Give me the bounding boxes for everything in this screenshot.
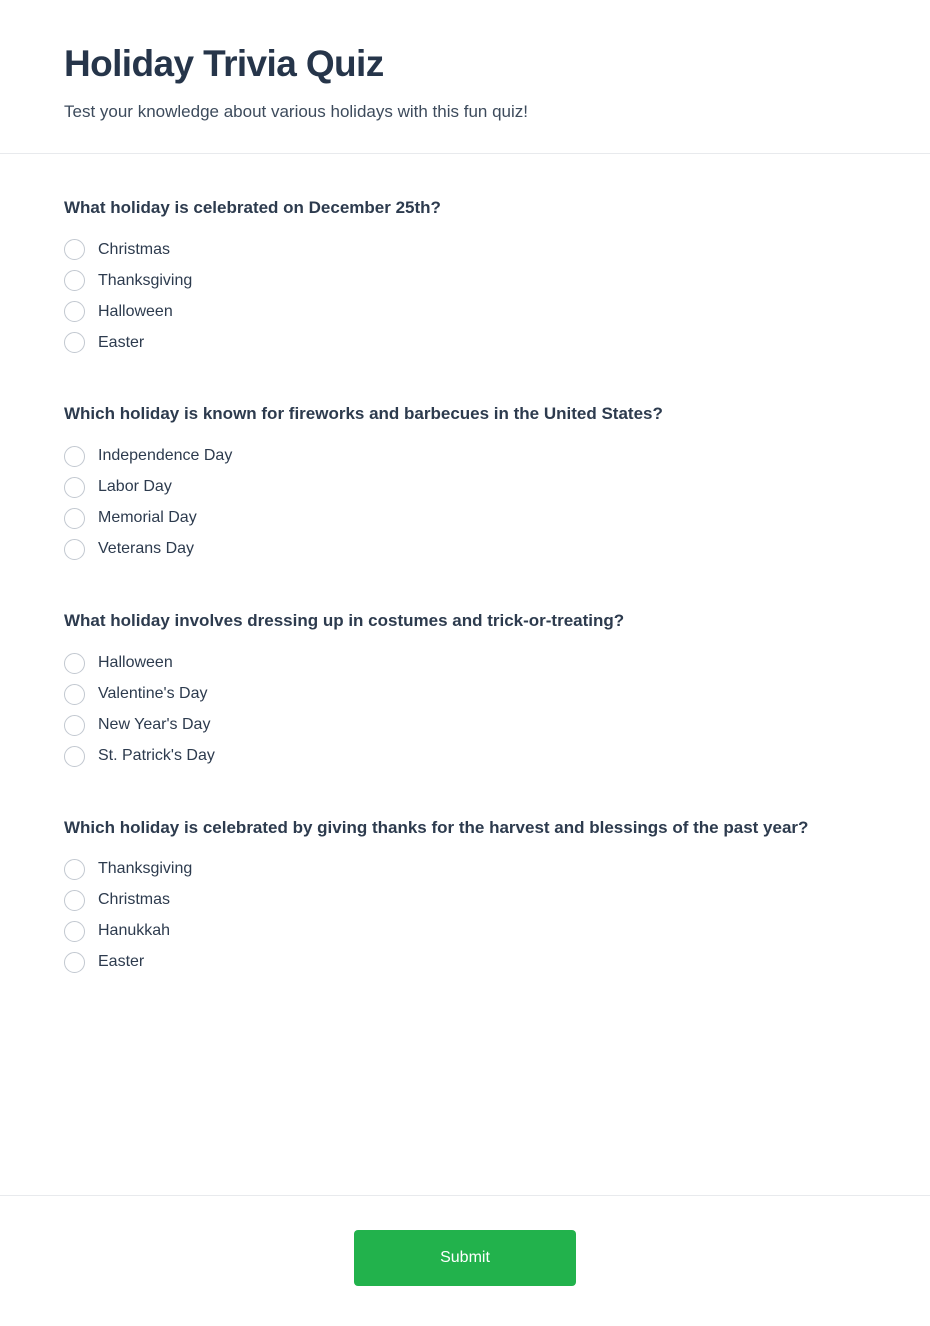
option-row[interactable] [64,885,866,916]
option-label: Easter [98,953,145,971]
option-row[interactable] [64,854,866,885]
question-text: What holiday involves dressing up in costumes and trick-or-treating? [64,611,625,631]
option-label: Labor Day [98,478,172,496]
radio-button-icon[interactable] [64,653,85,674]
options-list [64,854,866,978]
quiz-header [0,0,930,154]
option-label: Independence Day [98,447,233,465]
option-row[interactable] [64,503,866,534]
question-block-2 [64,402,866,565]
radio-button-icon[interactable] [64,446,85,467]
quiz-questions [0,154,930,1196]
option-label: Memorial Day [98,509,197,527]
option-label: Easter [98,333,145,351]
option-label: Valentine's Day [98,684,208,702]
radio-button-icon[interactable] [64,508,85,529]
question-text: What holiday is celebrated on December 25th? [64,197,441,217]
options-list [64,441,866,565]
option-row[interactable] [64,679,866,710]
option-row[interactable] [64,472,866,503]
option-label: Halloween [98,653,173,671]
option-row[interactable] [64,441,866,472]
option-label: Christmas [98,891,171,909]
option-label: Veterans Day [98,540,195,558]
option-row[interactable] [64,327,866,358]
question-block-3 [64,609,866,772]
radio-button-icon[interactable] [64,746,85,767]
option-row[interactable] [64,916,866,947]
question-block-1 [64,196,866,359]
submit-button[interactable]: Submit [354,1230,576,1286]
option-label: Halloween [98,302,173,320]
radio-button-icon[interactable] [64,477,85,498]
options-list [64,234,866,358]
radio-button-icon[interactable] [64,890,85,911]
option-label: Hanukkah [98,922,171,940]
question-block-4 [64,816,866,979]
radio-button-icon[interactable] [64,270,85,291]
radio-button-icon[interactable] [64,952,85,973]
option-row[interactable] [64,710,866,741]
page-title: Holiday Trivia Quiz [64,43,384,84]
option-row[interactable] [64,741,866,772]
question-text: Which holiday is known for fireworks and barbecues in the United States? [64,404,663,424]
radio-button-icon[interactable] [64,301,85,322]
option-row[interactable] [64,534,866,565]
page-subtitle: Test your knowledge about various holidays with this fun quiz! [64,101,528,121]
option-row[interactable] [64,234,866,265]
option-row[interactable] [64,265,866,296]
option-label: Thanksgiving [98,271,193,289]
radio-button-icon[interactable] [64,332,85,353]
option-row[interactable] [64,648,866,679]
radio-button-icon[interactable] [64,921,85,942]
radio-button-icon[interactable] [64,539,85,560]
option-label: Christmas [98,240,171,258]
question-text: Which holiday is celebrated by giving thanks for the harvest and blessings of the past year? [64,817,809,837]
radio-button-icon[interactable] [64,684,85,705]
option-row[interactable] [64,947,866,978]
option-label: St. Patrick's Day [98,746,215,764]
radio-button-icon[interactable] [64,239,85,260]
option-label: Thanksgiving [98,860,193,878]
quiz-footer [0,1196,930,1326]
radio-button-icon[interactable] [64,859,85,880]
option-row[interactable] [64,296,866,327]
radio-button-icon[interactable] [64,715,85,736]
options-list [64,648,866,772]
option-label: New Year's Day [98,715,211,733]
